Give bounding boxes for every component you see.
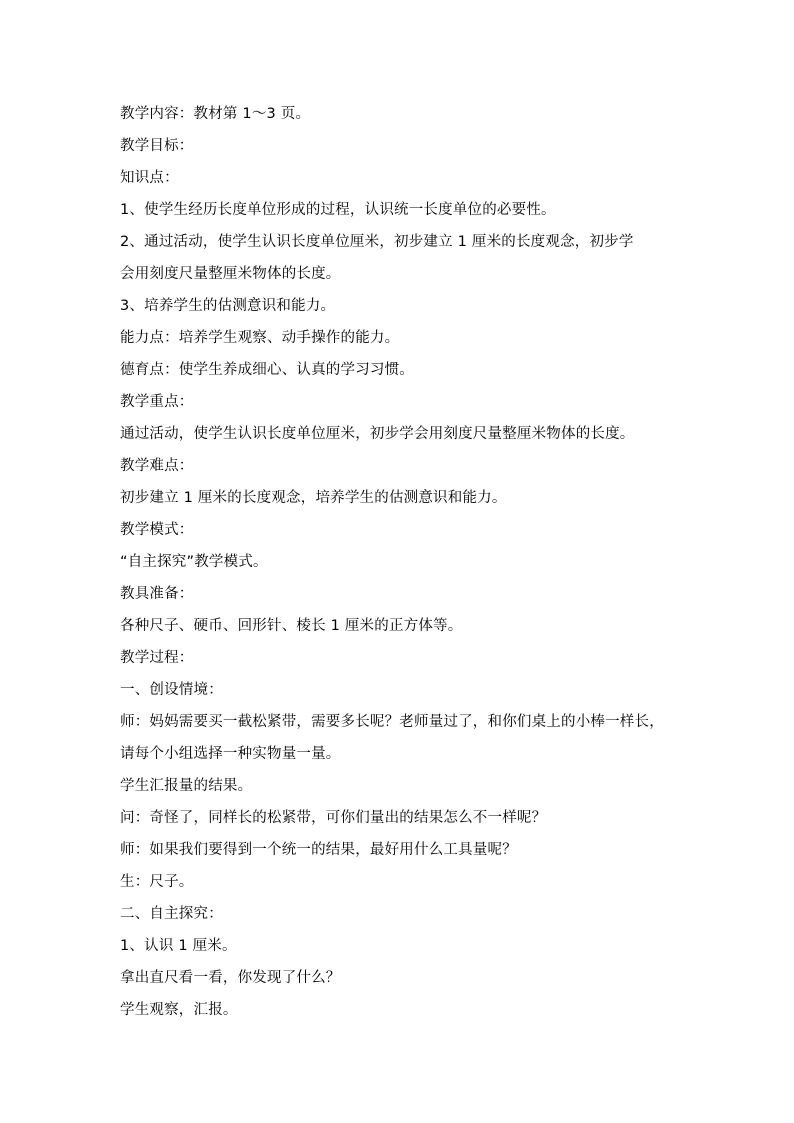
text-line: 学生观察，汇报。 — [120, 1002, 238, 1018]
text-line: 生：尺子。 — [120, 874, 194, 890]
text-line: 请每个小组选择一种实物量一量。 — [120, 746, 341, 762]
text-line: 德育点：使学生养成细心、认真的学习习惯。 — [120, 362, 414, 378]
text-line: 能力点：培养学生观察、动手操作的能力。 — [120, 330, 400, 346]
text-line: 通过活动，使学生认识长度单位厘米，初步学会用刻度尺量整厘米物体的长度。 — [120, 426, 635, 442]
text-line: 一、创设情境： — [120, 682, 223, 698]
text-line: “自主探究”教学模式。 — [120, 554, 268, 570]
text-line: 各种尺子、硬币、回形针、棱长 1 厘米的正方体等。 — [120, 618, 463, 634]
text-line: 1、使学生经历长度单位形成的过程，认识统一长度单位的必要性。 — [120, 202, 556, 218]
text-line: 2、通过活动，使学生认识长度单位厘米，初步建立 1 厘米的长度观念，初步学 — [120, 234, 634, 250]
text-line: 教学内容：教材第 1～3 页。 — [120, 106, 311, 122]
document-body — [120, 98, 690, 1026]
text-line: 二、自主探究： — [120, 906, 223, 922]
text-line: 师：妈妈需要买一截松紧带，需要多长呢？老师量过了，和你们桌上的小棒一样长， — [120, 714, 664, 730]
text-line: 教学目标： — [120, 138, 194, 154]
text-line: 教学过程： — [120, 650, 194, 666]
text-line: 教学难点： — [120, 458, 194, 474]
text-line: 拿出直尺看一看，你发现了什么？ — [120, 970, 341, 986]
text-line: 3、培养学生的估测意识和能力。 — [120, 298, 336, 314]
text-line: 问：奇怪了，同样长的松紧带，可你们量出的结果怎么不一样呢？ — [120, 810, 547, 826]
text-line: 1、认识 1 厘米。 — [120, 938, 237, 954]
text-line: 教学模式： — [120, 522, 194, 538]
text-line: 知识点： — [120, 170, 179, 186]
text-line: 会用刻度尺量整厘米物体的长度。 — [120, 266, 341, 282]
text-line: 师：如果我们要得到一个统一的结果，最好用什么工具量呢？ — [120, 842, 517, 858]
text-line: 教具准备： — [120, 586, 194, 602]
text-line: 初步建立 1 厘米的长度观念，培养学生的估测意识和能力。 — [120, 490, 507, 506]
text-line: 教学重点： — [120, 394, 194, 410]
text-line: 学生汇报量的结果。 — [120, 778, 253, 794]
